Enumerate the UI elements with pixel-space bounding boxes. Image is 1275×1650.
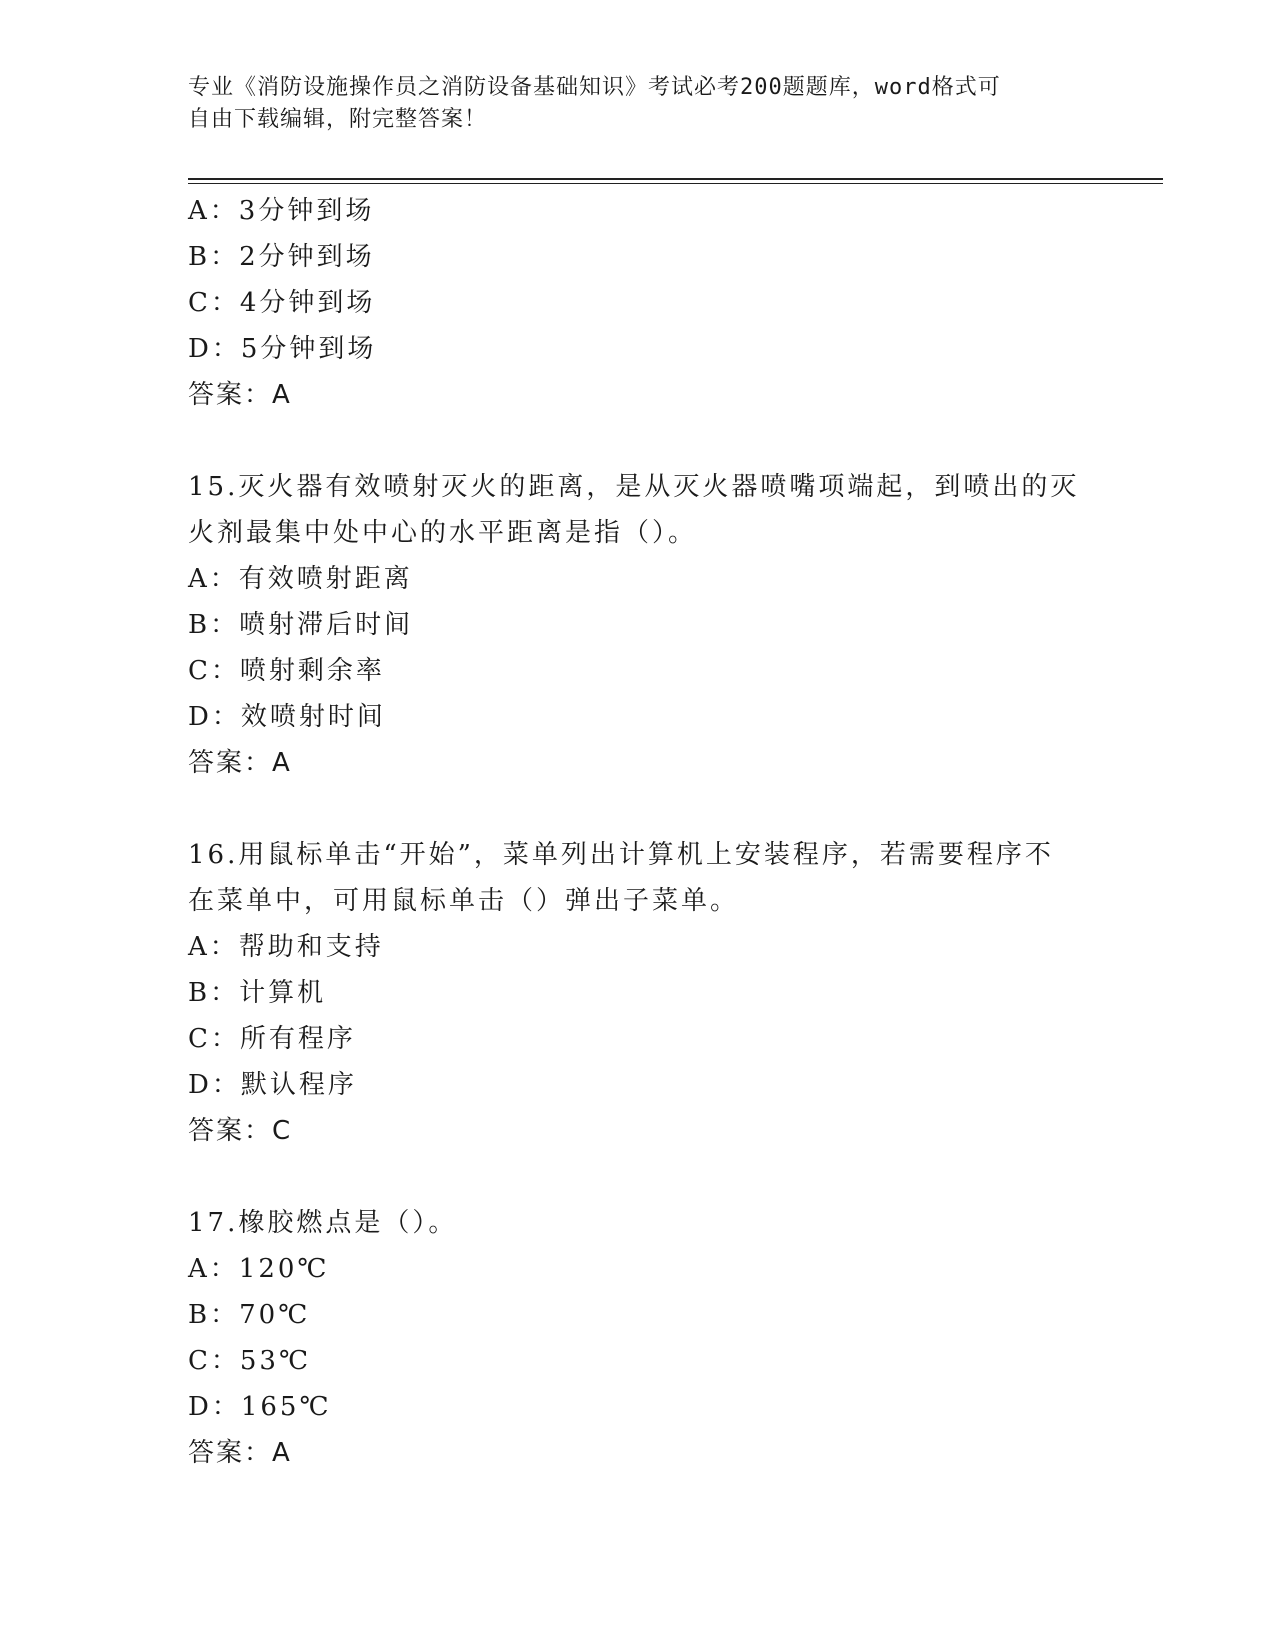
answer-line: 答案：A	[188, 1438, 292, 1468]
header-divider-thin	[188, 183, 1163, 184]
answer-line: 答案：A	[188, 380, 292, 410]
spacer	[188, 786, 1088, 832]
question-stem-line-1: 16.用鼠标单击“开始”，菜单列出计算机上安装程序，若需要程序不	[188, 840, 1054, 870]
option-a: A：120℃	[188, 1254, 330, 1284]
option-a: A：帮助和支持	[188, 932, 384, 962]
question-list	[188, 188, 1088, 1476]
option-b: B：2分钟到场	[188, 242, 375, 272]
answer-line: 答案：A	[188, 748, 292, 778]
question-14	[188, 188, 1088, 418]
question-stem-line-2: 火剂最集中处中心的水平距离是指（）。	[188, 518, 698, 548]
option-c: C：4分钟到场	[188, 288, 376, 318]
header-divider-thick	[188, 178, 1163, 180]
spacer	[188, 418, 1088, 464]
header-line-2: 自由下载编辑，附完整答案！	[188, 107, 488, 132]
option-a: A：有效喷射距离	[188, 564, 413, 594]
document-header	[188, 72, 1088, 136]
question-15	[188, 464, 1088, 786]
option-d: D：5分钟到场	[188, 334, 377, 364]
option-b: B：喷射滞后时间	[188, 610, 414, 640]
option-b: B：70℃	[188, 1300, 311, 1330]
spacer	[188, 1154, 1088, 1200]
question-17	[188, 1200, 1088, 1476]
option-a: A：3分钟到场	[188, 196, 375, 226]
question-stem-line-1: 15.灭火器有效喷射灭火的距离，是从灭火器喷嘴项端起，到喷出的灭	[188, 472, 1080, 502]
option-b: B：计算机	[188, 978, 327, 1008]
answer-line: 答案：C	[188, 1116, 293, 1146]
question-stem-line-2: 在菜单中，可用鼠标单击（）弹出子菜单。	[188, 886, 740, 916]
question-stem-line-1: 17.橡胶燃点是（）。	[188, 1208, 458, 1238]
option-d: D：165℃	[188, 1392, 332, 1422]
option-c: C：53℃	[188, 1346, 312, 1376]
option-c: C：喷射剩余率	[188, 656, 385, 686]
option-d: D：效喷射时间	[188, 702, 386, 732]
header-line-1: 专业《消防设施操作员之消防设备基础知识》考试必考200题题库，word格式可	[188, 75, 1001, 100]
option-d: D：默认程序	[188, 1070, 357, 1100]
option-c: C：所有程序	[188, 1024, 356, 1054]
question-16	[188, 832, 1088, 1154]
